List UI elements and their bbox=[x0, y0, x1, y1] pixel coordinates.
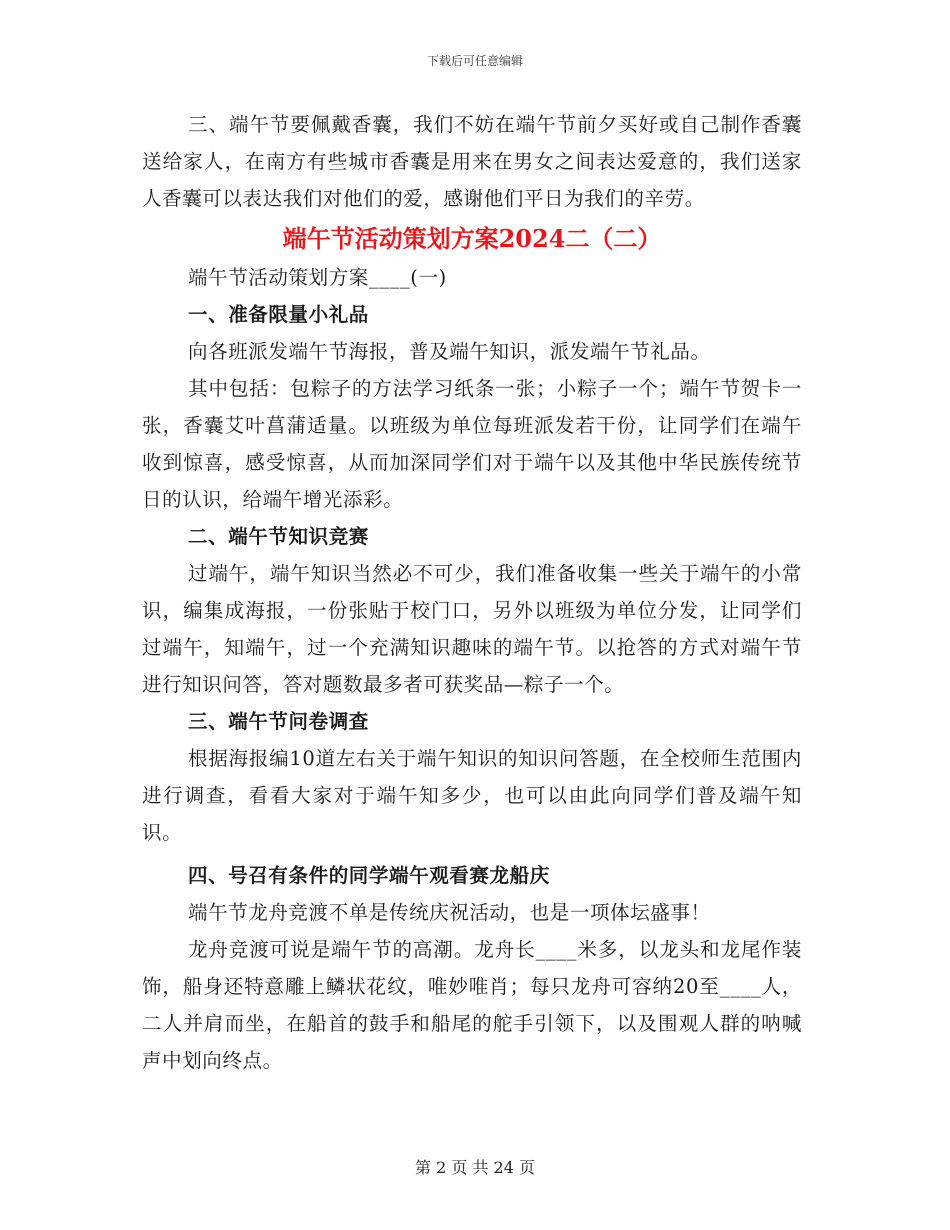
paragraph-dragon-boat-intro: 端午节龙舟竞渡不单是传统庆祝活动，也是一项体坛盛事！ bbox=[188, 901, 711, 924]
paragraph-posters: 向各班派发端午节海报，普及端午知识，派发端午节礼品。 bbox=[188, 340, 711, 363]
section-title: 端午节活动策划方案2024二（二） bbox=[282, 224, 662, 253]
heading-survey: 三、端午节问卷调查 bbox=[188, 710, 369, 733]
heading-gifts: 一、准备限量小礼品 bbox=[188, 303, 369, 326]
paragraph-quiz: 过端午，端午知识当然必不可少，我们准备收集一些关于端午的小常识，编集成海报，一份张贴于校门口，另外以班级为单位分发，让同学们过端午，知端午，过一个充满知识趣味的端午节。以抢答的方式对端午节进行知识问答，答对题数最多者可获奖品—粽子一个。 bbox=[142, 562, 802, 696]
paragraph-gift-contents: 其中包括：包粽子的方法学习纸条一张；小粽子一个；端午节贺卡一张，香囊艾叶菖蒲适量。以班级为单位每班派发若干份，让同学们在端午收到惊喜，感受惊喜，从而加深同学们对于端午以及其他中华民族传统节日的认识，给端午增光添彩。 bbox=[142, 377, 802, 511]
document-body bbox=[142, 106, 802, 1079]
paragraph-sachet: 三、端午节要佩戴香囊，我们不妨在端午节前夕买好或自己制作香囊送给家人，在南方有些城市香囊是用来在男女之间表达爱意的，我们送家人香囊可以表达我们对他们的爱，感谢他们平日为我们的辛劳。 bbox=[142, 113, 802, 210]
header-note: 下载后可任意编辑 bbox=[426, 54, 523, 68]
paragraph-dragon-boat-race: 龙舟竞渡可说是端午节的高潮。龙舟长____米多，以龙头和龙尾作装饰，船身还特意雕上鳞状花纹，唯妙唯肖；每只龙舟可容纳20至____人，二人并肩而坐，在船首的鼓手和船尾的舵手引领下，以及围观人群的呐喊声中划向终点。 bbox=[142, 938, 802, 1072]
plan-subtitle: 端午节活动策划方案____(一) bbox=[188, 266, 447, 289]
paragraph-survey: 根据海报编10道左右关于端午知识的知识问答题，在全校师生范围内进行调查，看看大家对于端午知多少，也可以由此向同学们普及端午知识。 bbox=[142, 747, 802, 844]
heading-quiz: 二、端午节知识竞赛 bbox=[188, 525, 369, 548]
page-number: 第 2 页 共 24 页 bbox=[415, 1158, 535, 1177]
heading-dragon-boat: 四、号召有条件的同学端午观看赛龙船庆 bbox=[188, 864, 550, 887]
